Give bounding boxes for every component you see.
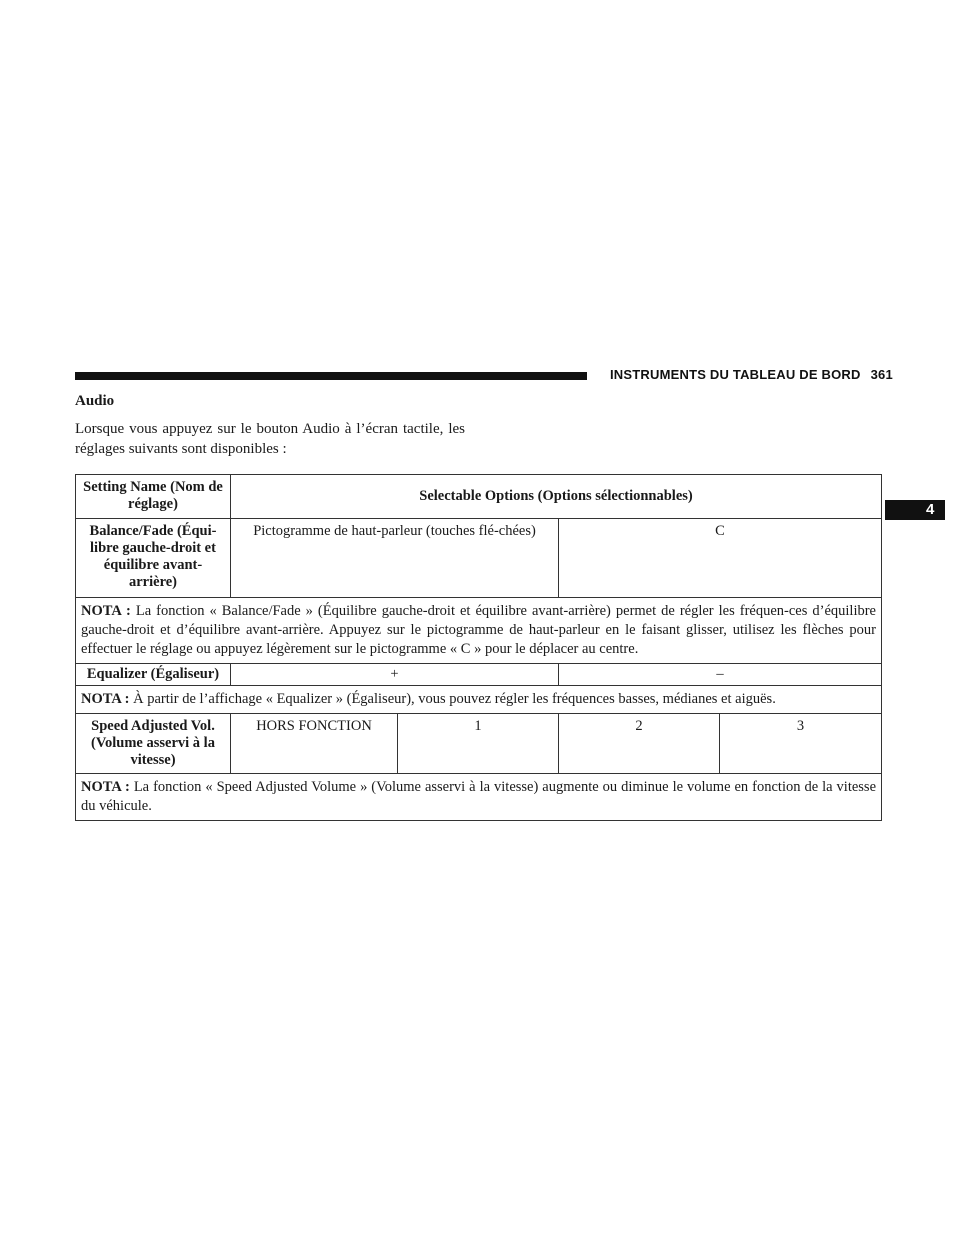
option-off: HORS FONCTION — [231, 714, 398, 774]
option-speaker-icon: Pictogramme de haut-parleur (touches flé-chées) — [231, 519, 559, 598]
section-title: Audio — [75, 393, 115, 409]
running-header — [610, 367, 893, 382]
setting-speed-adjusted-vol: Speed Adjusted Vol. (Volume asservi à la vitesse) — [76, 714, 231, 774]
setting-equalizer: Equalizer (Égaliseur) — [76, 664, 231, 686]
table-row — [76, 519, 882, 598]
note-text: La fonction « Speed Adjusted Volume » (Volume asservi à la vitesse) augmente ou diminue le volume en fonction de la vitesse du véhicule. — [81, 779, 877, 814]
option-3: 3 — [720, 714, 882, 774]
note-speed-adjusted-vol — [76, 774, 882, 821]
header-rule — [75, 372, 587, 380]
option-plus: + — [231, 664, 559, 686]
chapter-tab: 4 — [885, 500, 945, 520]
note-balance-fade — [76, 598, 882, 664]
note-label: NOTA : — [81, 603, 131, 619]
option-minus: – — [559, 664, 882, 686]
note-text: À partir de l’affichage « Equalizer » (Égaliseur), vous pouvez régler les fréquences basses, médianes et aiguës. — [133, 691, 776, 707]
intro-paragraph: Lorsque vous appuyez sur le bouton Audio à l’écran tactile, les réglages suivants sont disponibles : — [75, 421, 465, 457]
note-label: NOTA : — [81, 691, 130, 707]
table-note-row — [76, 598, 882, 664]
note-label: NOTA : — [81, 779, 130, 795]
table-note-row — [76, 774, 882, 821]
setting-balance-fade: Balance/Fade (Équi-libre gauche-droit et équilibre avant-arrière) — [76, 519, 231, 598]
table-row — [76, 664, 882, 686]
table-note-row — [76, 686, 882, 714]
note-equalizer — [76, 686, 882, 714]
note-text: La fonction « Balance/Fade » (Équilibre gauche-droit et équilibre avant-arrière) permet de régler les fréquen-ces d’équilibre gauche-droit et d’équilibre avant-arrière. Appuyez sur le pictogramme de haut-parleur en le faisant glisser, utilisez les flèches pour effectuer le réglage ou appuyez légèrement sur le pictogramme « C » pour le déplacer au centre. — [81, 603, 876, 657]
option-2: 2 — [559, 714, 720, 774]
option-1: 1 — [398, 714, 559, 774]
header-selectable-options: Selectable Options (Options sélectionnables) — [231, 475, 882, 519]
table-row — [76, 714, 882, 774]
page-number: 361 — [870, 367, 893, 382]
header-title: INSTRUMENTS DU TABLEAU DE BORD — [610, 367, 861, 382]
header-setting-name: Setting Name (Nom de réglage) — [76, 475, 231, 519]
option-center: C — [559, 519, 882, 598]
settings-table — [75, 474, 882, 821]
table-header-row — [76, 475, 882, 519]
